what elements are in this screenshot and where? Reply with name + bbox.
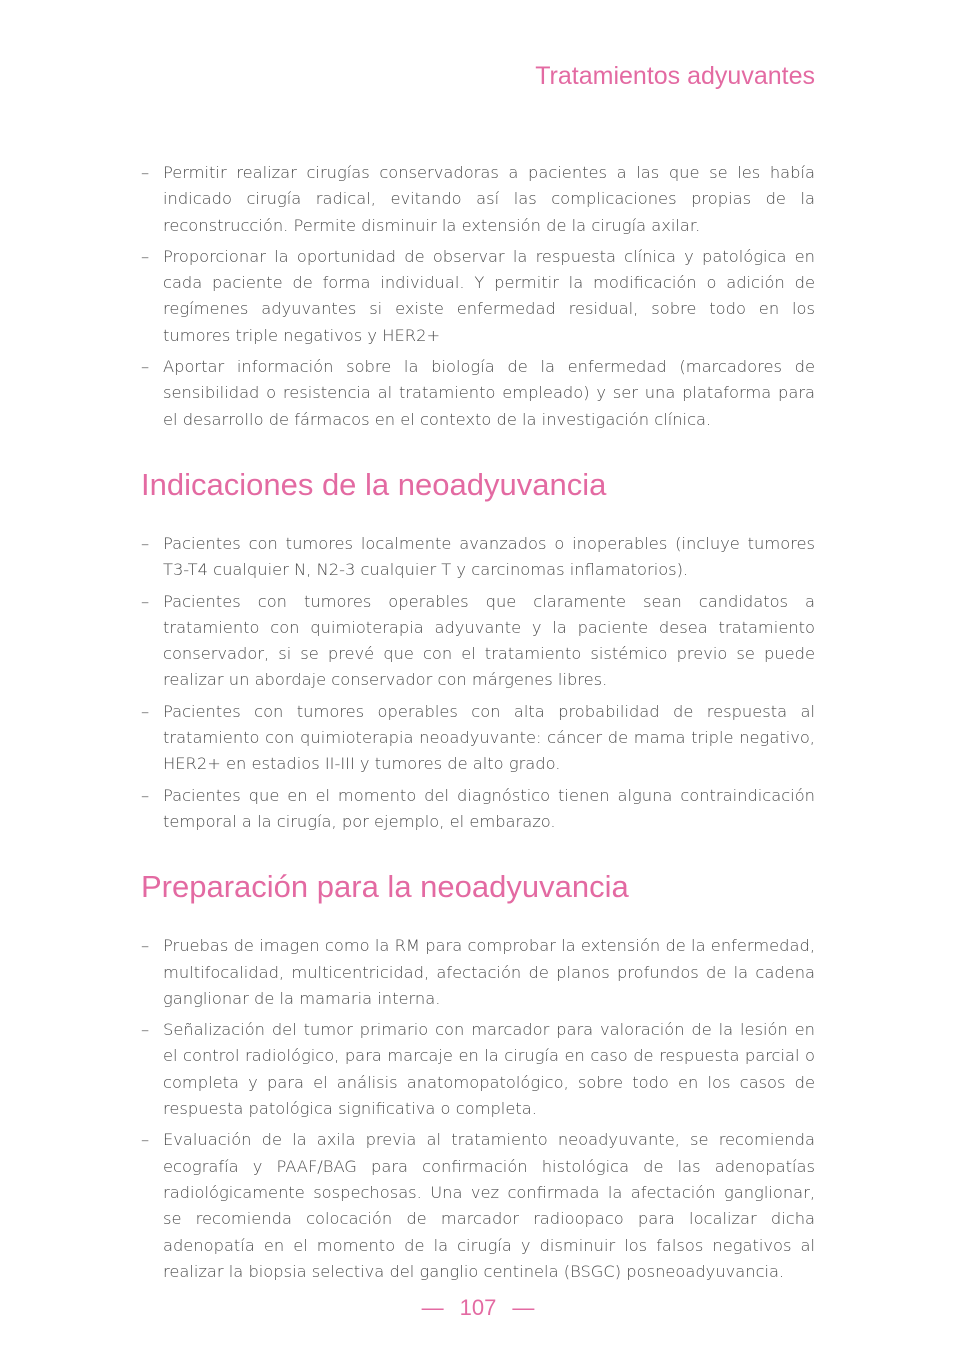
list-item-text: Pacientes que en el momento del diagnóstico tienen alguna contraindicación temporal a la cirugía, por ejemplo, el embarazo. (163, 785, 815, 831)
list-item (141, 783, 815, 836)
list-item (141, 1127, 815, 1285)
list-item (141, 589, 815, 694)
dash-bullet: – (141, 936, 150, 956)
list-item (141, 531, 815, 584)
footer-dash-left: — (421, 1295, 444, 1320)
list-item-text: Señalización del tumor primario con marcador para valoración de la lesión en el control radiológico, para marcaje en la cirugía en caso de respuesta parcial o completa y para el análisis anatomopatológico, sobre todo en los casos de respuesta patológica significativa o completa. (163, 1020, 815, 1119)
list-item-text: Pruebas de imagen como la RM para comprobar la extensión de la enfermedad, multifocalidad, multicentricidad, afectación de planos profundos de la cadena ganglionar de la mamaria interna. (163, 936, 815, 1008)
indicaciones-list (141, 531, 815, 835)
page-number: 107 (459, 1295, 497, 1320)
list-item (141, 1017, 815, 1122)
list-item (141, 699, 815, 778)
list-item-text: Proporcionar la oportunidad de observar la respuesta clínica y patológica en cada paciente de forma individual. Y permitir la modificación o adición de regímenes adyuvantes si existe enfermedad residual, sobre todo en los tumores triple negativos y HER2+ (163, 246, 815, 345)
list-item (141, 933, 815, 1012)
section-title-indicaciones: Indicaciones de la neoadyuvancia (141, 466, 607, 502)
dash-bullet: – (141, 1130, 150, 1150)
intro-list (141, 160, 815, 433)
main-content (141, 160, 815, 1290)
dash-bullet: – (141, 163, 150, 182)
list-item-text: Pacientes con tumores operables que claramente sean candidatos a tratamiento con quimioterapia adyuvante y la paciente desea tratamiento conservador, si se prevé que con el tratamiento sistémico previo se puede realizar un abordaje conservador con márgenes libres. (163, 591, 815, 690)
list-item-text: Aportar información sobre la biología de la enfermedad (marcadores de sensibilidad o resistencia al tratamiento empleado) y ser una plataforma para el desarrollo de fármacos en el contexto de la investigación clínica. (163, 357, 815, 429)
dash-bullet: – (141, 1020, 150, 1040)
list-item-text: Evaluación de la axila previa al tratamiento neoadyuvante, se recomienda ecografía y PAAF/BAG para confirmación histológica de las adenopatías radiológicamente sospechosas. Una vez confirmada la afectación ganglionar, se recomienda colocación de marcador radioopaco para localizar dicha adenopatía en el momento de la cirugía y disminuir los falsos negativos al realizar la biopsia selectiva del ganglio centinela (BSGC) posneoadyuvancia. (163, 1130, 815, 1281)
footer-dash-right: — (512, 1295, 535, 1320)
dash-bullet: – (141, 246, 150, 266)
dash-bullet: – (141, 357, 150, 377)
dash-bullet: – (141, 785, 150, 805)
dash-bullet: – (141, 533, 150, 553)
list-item-text: Permitir realizar cirugías conservadoras a pacientes a las que se les había indicado cirugía radical, evitando así las complicaciones propias de la reconstrucción. Permite disminuir la extensión de la cirugía axilar. (163, 163, 815, 235)
preparacion-list (141, 933, 815, 1285)
section-title-preparacion: Preparación para la neoadyuvancia (141, 869, 629, 905)
page-footer (0, 1295, 956, 1321)
running-header-title: Tratamientos adyuvantes (535, 62, 815, 90)
list-item-text: Pacientes con tumores operables con alta probabilidad de respuesta al tratamiento con quimioterapia neoadyuvante: cáncer de mama triple negativo, HER2+ en estadios II-III y tumores de alto grado. (163, 701, 815, 774)
dash-bullet: – (141, 701, 150, 721)
list-item (141, 160, 815, 239)
list-item (141, 354, 815, 433)
list-item-text: Pacientes con tumores localmente avanzados o inoperables (incluye tumores T3-T4 cualquier N, N2-3 cualquier T y carcinomas inflamatorios). (163, 533, 815, 580)
list-item (141, 244, 815, 349)
dash-bullet: – (141, 591, 150, 611)
